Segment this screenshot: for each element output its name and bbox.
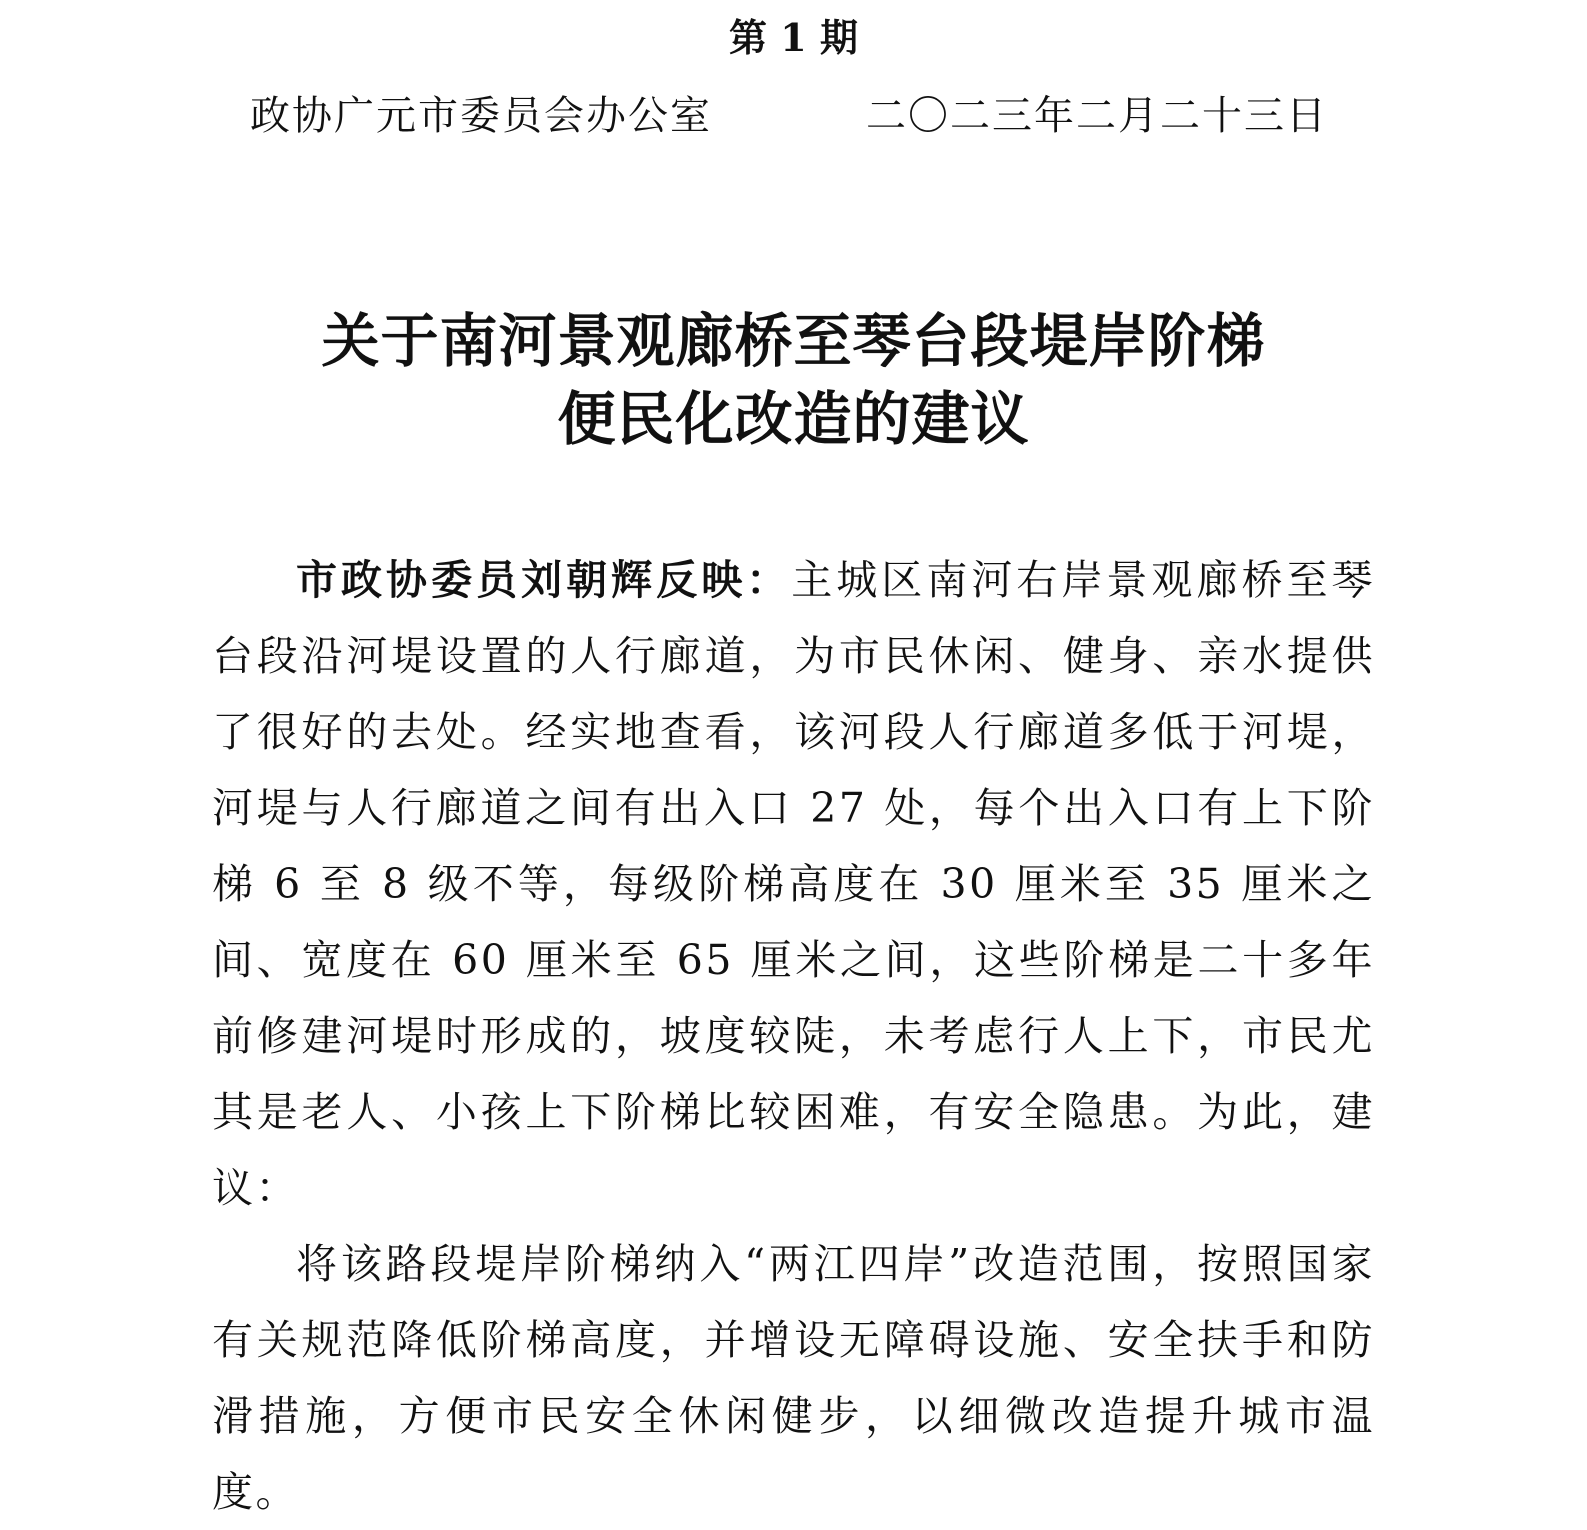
issue-number: 第 1 期 [729,15,858,60]
paragraph-1 [212,542,1375,1226]
paragraph-1-text: 主城区南河右岸景观廊桥至琴台段沿河堤设置的人行廊道，为市民休闲、健身、亲水提供了很好的去处。经实地查看，该河段人行廊道多低于河堤，河堤与人行廊道之间有出入口 27 处，每个出入口有上下阶梯 6 至 8 级不等，每级阶梯高度在 30 厘米至 35 厘米之间、宽度在 60 厘米至 65 厘米之间，这些阶梯是二十多年前修建河堤时形成的，坡度较陡，未考虑行人上下，市民尤其是老人、小孩上下阶梯比较困难，有安全隐患。为此，建议： [212,556,1376,1212]
title-line-2: 便民化改造的建议 [557,385,1030,453]
issue-date: 二〇二三年二月二十三日 [866,93,1328,139]
paragraph-2: 将该路段堤岸阶梯纳入“两江四岸”改造范围，按照国家有关规范降低阶梯高度，并增设无障碍设施、安全扶手和防滑措施，方便市民安全休闲健步，以细微改造提升城市温度。 [212,1240,1375,1516]
document-meta [0,88,1587,144]
document-title [0,302,1587,458]
issuing-organization: 政协广元市委员会办公室 [250,93,712,139]
paragraph-1-lead: 市政协委员刘朝辉反映： [296,556,792,604]
document-body [212,542,1375,1530]
title-line-1: 关于南河景观廊桥至琴台段堤岸阶梯 [321,307,1266,375]
